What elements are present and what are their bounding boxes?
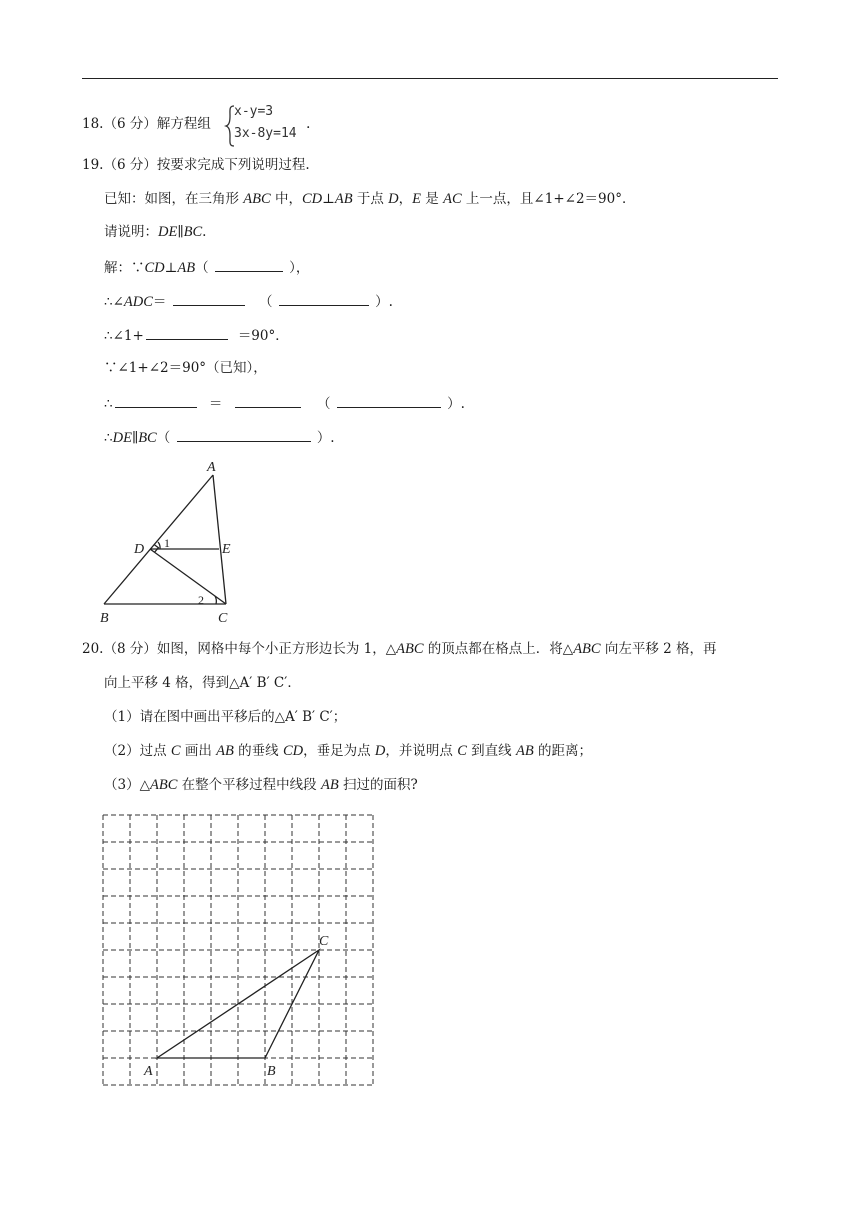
blank-4[interactable]: [146, 325, 228, 340]
q20-part-2: （2）过点 C 画出 AB 的垂线 CD，垂足为点 D，并说明点 C 到直线 AB 的距离；: [104, 743, 592, 759]
q20-line-2: 向上平移 4 格，得到△A′ B′ C′．: [104, 675, 301, 691]
q18-label: 18.（6 分）解方程组: [82, 116, 211, 132]
grid-label-a: A: [144, 1064, 153, 1079]
q19-step-2: ∴∠ADC＝ （ ）.: [104, 291, 393, 311]
q19-step-1: 解：∵CD⊥AB（ ），: [104, 257, 309, 277]
label-e: E: [222, 542, 231, 557]
label-a: A: [207, 460, 216, 475]
q19-step-5: ∴ ＝ （ ）.: [104, 393, 465, 413]
blank-6[interactable]: [235, 393, 301, 408]
q19-triangle-figure: [96, 456, 246, 628]
q20-part-1: （1）请在图中画出平移后的△A′ B′ C′；: [104, 709, 347, 725]
angle-2-arc: [215, 596, 216, 604]
q19-step-3: ∴∠1+ ＝90°．: [104, 325, 289, 345]
q20-grid-figure: [92, 806, 392, 1096]
segment-dc: [150, 549, 226, 604]
equation-end: .: [306, 116, 311, 132]
blank-1[interactable]: [215, 257, 283, 272]
equation-2: 3x-8y=14: [234, 126, 297, 141]
blank-2[interactable]: [173, 291, 245, 306]
q19-label: 19.（6 分）按要求完成下列说明过程.: [82, 157, 310, 173]
blank-5[interactable]: [115, 393, 197, 408]
blank-7[interactable]: [337, 393, 441, 408]
equation-system: [224, 104, 314, 148]
right-angle-mark: [154, 544, 159, 552]
segment-ac: [213, 475, 226, 604]
label-b: B: [100, 611, 109, 626]
equation-1: x-y=3: [234, 104, 274, 119]
q19-step-6: ∴DE∥BC（ ）.: [104, 427, 335, 447]
segment-ba: [104, 475, 213, 604]
q19-given: 已知：如图，在三角形 ABC 中，CD⊥AB 于点 D，E 是 AC 上一点，且∠1+∠2＝90°．: [104, 191, 636, 207]
q19-step-4: ∵∠1+∠2＝90°（已知），: [104, 360, 267, 376]
q20-line-1: 20.（8 分）如图，网格中每个小正方形边长为 1，△ABC 的顶点都在格点上．将△ABC 向左平移 2 格，再: [82, 641, 717, 657]
label-c: C: [218, 611, 228, 626]
label-d: D: [134, 542, 145, 557]
grid-label-b: B: [267, 1064, 276, 1079]
header-rule: [82, 78, 778, 79]
blank-3[interactable]: [279, 291, 369, 306]
grid-lines: [103, 815, 373, 1085]
blank-8[interactable]: [177, 427, 311, 442]
label-angle-2: 2: [198, 593, 204, 607]
label-angle-1: 1: [164, 536, 170, 550]
grid-label-c: C: [319, 934, 329, 949]
q19-prove: 请说明：DE∥BC.: [104, 224, 207, 240]
q20-part-3: （3）△ABC 在整个平移过程中线段 AB 扫过的面积?: [104, 777, 418, 793]
